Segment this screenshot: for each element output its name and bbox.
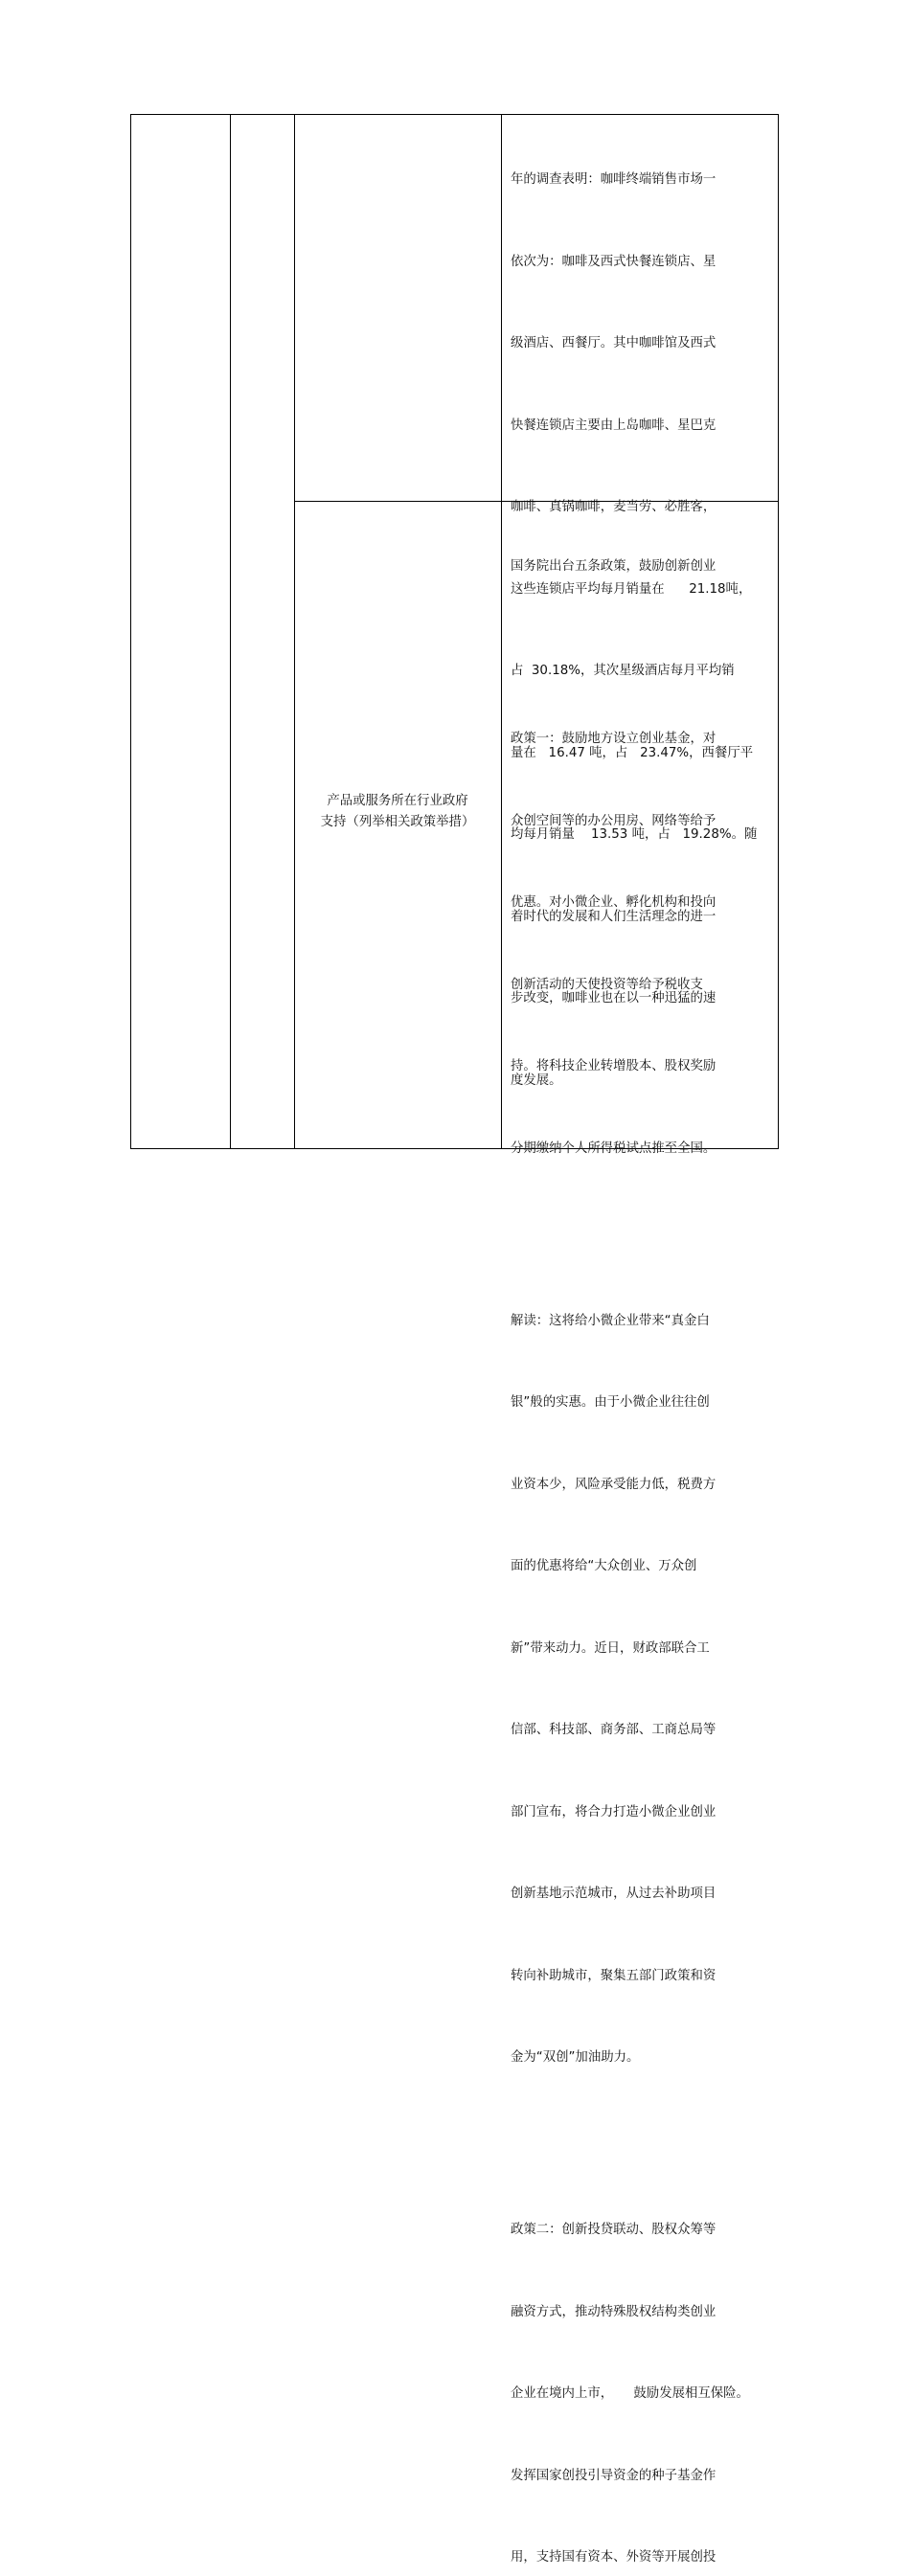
paragraph-gap [511,1217,749,1226]
text-line: 新”带来动力。近日，财政部联合工 [511,1640,710,1656]
text-line: 咖啡、真锅咖啡，麦当劳、必胜客， [511,500,717,514]
column-divider-3 [501,115,502,1148]
row2-label-cell [295,791,500,833]
text-line: 着时代的发展和人们生活理念的进一 [511,909,717,924]
text-line: 面的优惠将给“大众创业、万众创 [511,1559,697,1573]
text-line: 众创空间等的办公用房、网络等给予 [511,813,717,828]
text-line: 部门宣布，将合力打造小微企业创业 [511,1804,717,1819]
text-line: 创新基地示范城市，从过去补助项目 [511,1887,717,1901]
label-line: 产品或服务所在行业政府 [327,794,468,808]
policy-heading: 国务院出台五条政策，鼓励创新创业 [511,559,717,574]
text-line: 级酒店、西餐厅。其中咖啡馆及西式 [511,336,717,350]
text-line: 融资方式，推动特殊股权结构类创业 [511,2304,717,2319]
text-line: 企业在境内上市， 鼓励发展相互保险。 [511,2386,749,2401]
label-line: 支持（列举相关政策举措） [320,815,475,829]
text-line: 持。将科技企业转增股本、股权奖励 [511,1059,717,1073]
text-line: 发挥国家创投引导资金的种子基金作 [511,2468,717,2483]
text-line: 金为“双创”加油助力。 [511,2050,640,2065]
column-divider-2 [294,115,295,1148]
column-divider-1 [230,115,231,1148]
paragraph-gap [511,2127,749,2135]
text-line: 依次为：咖啡及西式快餐连锁店、星 [511,254,717,269]
text-line: 占 30.18%，其次星级酒店每月平均销 [511,664,735,678]
paragraph-gap [511,636,749,644]
text-line: 政策一：鼓励地方设立创业基金，对 [511,732,717,746]
text-line: 量在 16.47 吨，占 23.47%，西餐厅平 [511,745,754,760]
text-line: 优惠。对小微企业、孵化机构和投向 [511,895,717,910]
text-line: 业资本少，风险承受能力低，税费方 [511,1477,717,1492]
text-line: 信部、科技部、商务部、工商总局等 [511,1723,717,1737]
text-line: 银”般的实惠。由于小微企业往往创 [511,1395,710,1410]
text-line: 均每月销量 13.53 吨，占 19.28%。随 [511,827,758,842]
text-line: 政策二：创新投贷联动、股权众筹等 [511,2223,717,2237]
text-line: 创新活动的天使投资等给予税收支 [511,977,703,992]
text-line: 这些连锁店平均每月销量在 21.18吨， [511,581,752,597]
text-line: 度发展。 [511,1073,562,1088]
row2-content-cell [511,499,749,2576]
text-line: 转向补助城市，聚集五部门政策和资 [511,1968,717,1983]
text-line: 年的调查表明：咖啡终端销售市场一 [511,172,717,187]
text-line: 步改变，咖啡业也在以一种迅猛的速 [511,991,717,1006]
text-line: 快餐连锁店主要由上岛咖啡、星巴克 [511,418,717,433]
text-line: 解读：这将给小微企业带来“真金白 [511,1313,710,1328]
text-line: 分期缴纳个人所得税试点推至全国。 [511,1141,717,1156]
text-line: 用，支持国有资本、外资等开展创投 [511,2550,717,2565]
